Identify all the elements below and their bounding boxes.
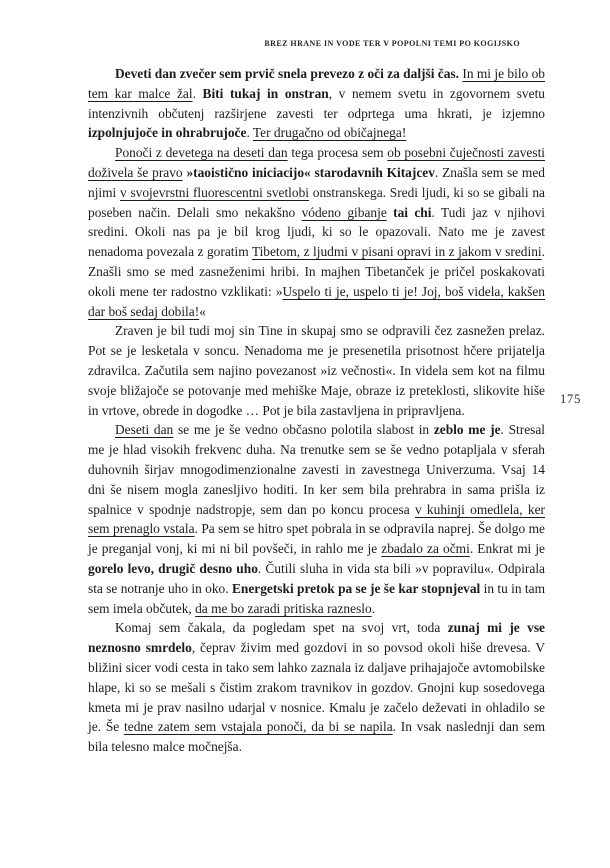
text-run: . Pa sem se hitro spet pobrala in se odpravila naprej. Še dolgo me je preganjal vonj, ki mi ni bil povšeči, in rahlo me je	[88, 521, 545, 557]
paragraph	[88, 143, 545, 321]
text-run: onstranskega. Sredi ljudi, ki so se gibali na poseben način. Delali smo nekakšno	[88, 184, 545, 220]
text-run: . Tudi jaz v njihovi sredini. Okoli nas pa je bil krog ljudi, ki so le opazovali. Nato me je zavest nenadoma povezala z goratim	[88, 204, 546, 260]
text-run: . Stresal me je hlad visokih frekvenc duha. Na trenutke sem se še vedno potapljala v sferah duhovnih širjav mnogodimenzionalne zavesti in zavestnega Univerzuma. Vsaj 14 dni še nisem mogla zanesljivo hoditi. In ker sem bila prehrabra in sama prišla iz spalnice v spodnje nadstropje, sem dan po koncu procesa	[88, 422, 546, 517]
text-run: gorelo levo, drugič desno uho	[88, 560, 258, 576]
text-run: izpolnjujoče in ohrabrujoče	[88, 125, 247, 141]
text-run: .	[192, 85, 203, 101]
text-run: . Čutili sluha in vida sta bili »v popravilu«. Odpirala sta se notranje uho in oko.	[88, 560, 545, 596]
text-run: , v nemem svetu in zgovornem svetu intenzivnih občutenj razširjene zavesti ter odprtega uma hkrati, je izjemno	[88, 85, 545, 121]
text-run: »taoistično iniciacijo« starodavnih Kitajcev	[186, 164, 435, 180]
text-run: Ter drugačno od običajnega!	[252, 125, 407, 141]
text-run: v kuhinji omedlela, ker sem prenaglo vstala	[88, 501, 545, 537]
text-run: zbadalo za očmi	[381, 541, 470, 557]
text-run: v svojevrstni fluorescentni svetlobi	[120, 184, 310, 200]
paragraph	[88, 618, 545, 757]
text-run: Ponoči z devetega na deseti dan	[115, 145, 288, 161]
paragraph	[88, 321, 545, 420]
text-run: «	[199, 303, 206, 319]
text-run: In mi je bilo ob tem kar malce žal	[88, 66, 545, 101]
text-run: . In vsak naslednji dan sem bila telesno malce močnejša.	[88, 719, 545, 755]
text-run: zeblo me je	[433, 422, 501, 438]
text-run: vódeno gibanje	[301, 204, 387, 220]
text-run: tai chi	[393, 204, 432, 220]
text-run: zunaj mi je vse neznosno smrdelo	[88, 620, 545, 656]
text-run: ob posebni čuječnosti zavesti doživela še pravo	[88, 145, 546, 180]
text-run: . Enkrat mi je	[469, 541, 545, 557]
text-run: .	[246, 125, 253, 141]
text-run: Deseti dan	[115, 422, 174, 438]
text-run: Komaj sem čakala, da pogledam spet na svoj vrt, toda	[115, 620, 448, 636]
text-run: , čeprav živim med gozdovi in so povsod okoli hiše drevesa. V bližini sicer vodi cesta in tako sem lahko zaznala iz daljave prihajajoče avtomobilske hlape, ki so se mešali s čistim zrakom travnikov in gozdov. Gnojni kup sosedovega kmeta mi je prav nasilno udarjal v nosnice. Kmalu je začelo deževati in ohladilo se je. Še	[88, 640, 545, 735]
text-run: tedne zatem sem vstajala ponoči, da bi se napila	[124, 719, 393, 735]
text-run: . Znašla sem se med njimi	[88, 164, 545, 200]
text-run: in tu in tam sem imela občutek,	[88, 580, 545, 616]
running-header: BREZ HRANE IN VODE TER V POPOLNI TEMI PO KOGIJSKO	[264, 39, 520, 48]
text-run: Deveti dan zvečer sem prvič snela prevezo z oči za daljši čas.	[115, 66, 459, 81]
text-run: tega procesa sem	[287, 145, 388, 161]
paragraph	[88, 420, 545, 618]
text-run: Zraven je bil tudi moj sin Tine in skupaj smo se odpravili čez zasnežen prelaz. Pot se je lesketala v soncu. Nenadoma me je presenetila prisotnost hčere prijatelja zdravilca. Začutila sem najino povezanost »iz večnosti«. In videla sem kot na filmu svoje bližajoče se potovanje med mehiške Maje, obraze iz preteklosti, slikovite hiše in vrtove, obrede in dogodke … Pot je bila zastavljena in pripravljena.	[88, 323, 545, 418]
text-run: da me bo zaradi pritiska razneslo	[195, 600, 372, 616]
text-run: . Znašli smo se med zasneženimi hribi. In majhen Tibetanček je pričel poskakovati okoli mene ter radostno vzklikati: »	[88, 244, 545, 299]
text-run: Uspelo ti je, uspelo ti je! Joj, boš videla, kakšen dar boš sedaj dobila!	[88, 283, 545, 319]
text-run: Biti tukaj in onstran	[202, 85, 329, 101]
paragraph	[88, 64, 545, 143]
text-run: .	[371, 600, 376, 616]
page-number: 175	[560, 392, 582, 406]
body-text	[88, 64, 545, 757]
text-run: Energetski pretok pa se je še kar stopnjeval	[231, 580, 481, 596]
text-run: se me je še vedno občasno polotila slabost in	[173, 422, 434, 438]
text-run: Tibetom, z ljudmi v pisani opravi in z jakom v sredini	[251, 244, 542, 260]
